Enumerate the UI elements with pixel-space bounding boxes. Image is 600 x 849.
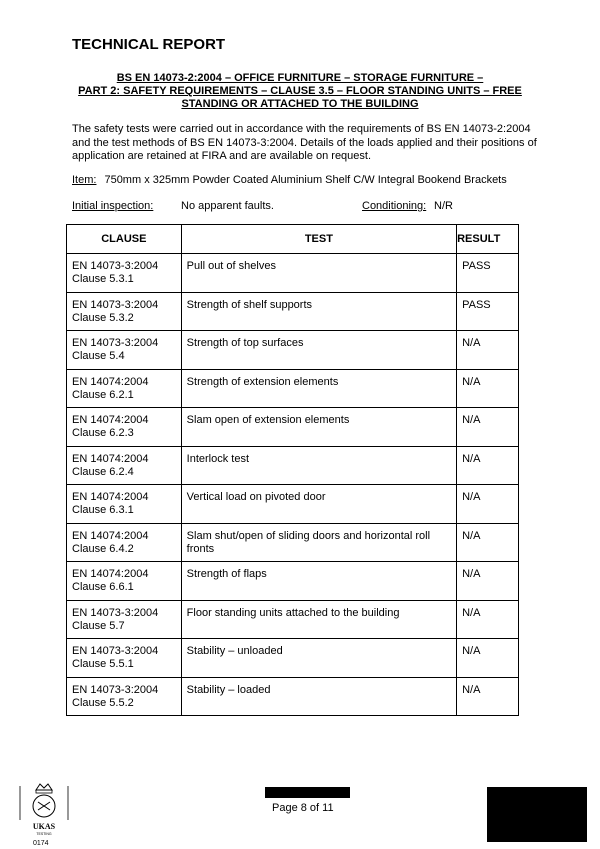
test-name: Strength of flaps	[186, 568, 267, 580]
result-cell	[457, 523, 519, 562]
test-name: Floor standing units attached to the building	[186, 606, 400, 619]
test-cell	[181, 639, 456, 678]
clause-number: Clause 5.5.2	[72, 696, 134, 709]
result-value: PASS	[462, 260, 491, 272]
table-row	[67, 254, 519, 293]
clause-cell	[67, 562, 182, 601]
page-number: Page 8 of 11	[272, 802, 334, 814]
clause-standard: EN 14074:2004	[72, 568, 149, 580]
header-test: TEST	[181, 225, 456, 254]
result-value: N/A	[462, 337, 481, 349]
clause-number: Clause 6.2.1	[72, 388, 134, 401]
table-row	[67, 331, 519, 370]
table-header-row	[67, 225, 519, 254]
initial-inspection-value: No apparent faults.	[181, 200, 274, 212]
table-row	[67, 677, 519, 716]
clause-cell	[67, 677, 182, 716]
result-value: PASS	[462, 298, 491, 311]
clause-cell	[67, 408, 182, 447]
ukas-logo-icon	[14, 776, 74, 846]
result-value: N/A	[462, 606, 481, 619]
logo-text: UKAS	[32, 822, 56, 831]
clause-number: Clause 6.2.4	[72, 465, 134, 478]
test-name: Strength of top surfaces	[186, 337, 304, 349]
test-name: Slam open of extension elements	[186, 414, 350, 426]
clause-cell	[67, 331, 182, 370]
test-name: Vertical load on pivoted door	[186, 491, 326, 503]
test-cell	[181, 292, 456, 331]
result-cell	[457, 639, 519, 678]
clause-cell	[67, 292, 182, 331]
test-name: Strength of shelf supports	[186, 298, 313, 311]
clause-number: Clause 5.4	[72, 350, 125, 362]
item-row	[72, 174, 507, 186]
test-cell	[181, 523, 456, 562]
intro-paragraph: The safety tests were carried out in accordance with the requirements of BS EN 14073-2:2004 and the test methods of BS EN 14073-3:2004. Details of the loads applied and their positions of application are retained at FIRA and are available on request.	[72, 123, 537, 162]
result-cell	[457, 600, 519, 639]
result-value: N/A	[462, 414, 481, 426]
clause-number: Clause 5.3.2	[72, 311, 134, 324]
test-cell	[181, 408, 456, 447]
test-name: Stability – loaded	[186, 683, 271, 696]
redaction-bar	[265, 787, 350, 798]
clause-cell	[67, 254, 182, 293]
result-cell	[457, 331, 519, 370]
result-cell	[457, 254, 519, 293]
conditioning-value: N/R	[434, 200, 453, 212]
test-name: Strength of extension elements	[186, 375, 339, 388]
clause-standard: EN 14073-3:2004	[72, 337, 159, 349]
section-heading	[66, 72, 534, 111]
result-value: N/A	[462, 491, 481, 503]
clause-cell	[67, 600, 182, 639]
clause-cell	[67, 485, 182, 524]
clause-number: Clause 5.7	[72, 619, 125, 632]
table-row	[67, 292, 519, 331]
clause-standard: EN 14073-3:2004	[72, 606, 159, 619]
clause-standard: EN 14074:2004	[72, 375, 149, 388]
clause-number: Clause 6.4.2	[72, 542, 134, 555]
clause-standard: EN 14073-3:2004	[72, 260, 159, 272]
table-row	[67, 369, 519, 408]
clause-cell	[67, 369, 182, 408]
clause-standard: EN 14073-3:2004	[72, 645, 159, 657]
test-cell	[181, 677, 456, 716]
result-cell	[457, 369, 519, 408]
table-row	[67, 408, 519, 447]
redaction-block	[487, 787, 587, 842]
clause-standard: EN 14073-3:2004	[72, 298, 159, 311]
result-value: N/A	[462, 452, 481, 465]
clause-standard: EN 14074:2004	[72, 414, 149, 426]
test-cell	[181, 446, 456, 485]
table-row	[67, 485, 519, 524]
clause-number: Clause 6.3.1	[72, 504, 134, 516]
header-result: RESULT	[457, 225, 519, 254]
heading-line-2: PART 2: SAFETY REQUIREMENTS – CLAUSE 3.5 – FLOOR STANDING UNITS – FREE	[78, 85, 522, 97]
item-label: Item:	[72, 174, 97, 186]
test-name: Interlock test	[186, 452, 250, 465]
test-name: Slam shut/open of sliding doors and horizontal roll fronts	[186, 529, 431, 555]
clause-standard: EN 14073-3:2004	[72, 683, 159, 696]
clause-number: Clause 5.5.1	[72, 658, 134, 670]
clause-standard: EN 14074:2004	[72, 491, 149, 503]
table-row	[67, 639, 519, 678]
item-value: 750mm x 325mm Powder Coated Aluminium Shelf C/W Integral Bookend Brackets	[104, 174, 507, 186]
test-name: Stability – unloaded	[186, 645, 283, 657]
clauses-table	[66, 224, 519, 716]
clause-number: Clause 6.2.3	[72, 427, 134, 439]
result-cell	[457, 408, 519, 447]
clause-number: Clause 6.6.1	[72, 581, 134, 593]
clause-cell	[67, 523, 182, 562]
test-cell	[181, 254, 456, 293]
table-row	[67, 446, 519, 485]
table-row	[67, 600, 519, 639]
clause-number: Clause 5.3.1	[72, 273, 134, 285]
heading-line-3: STANDING OR ATTACHED TO THE BUILDING	[181, 98, 419, 110]
clause-cell	[67, 639, 182, 678]
report-title: TECHNICAL REPORT	[72, 36, 226, 53]
result-cell	[457, 446, 519, 485]
result-cell	[457, 562, 519, 601]
result-value: N/A	[462, 529, 481, 542]
test-cell	[181, 485, 456, 524]
result-value: N/A	[462, 568, 481, 580]
logo-subtext: TESTING	[36, 832, 52, 836]
result-value: N/A	[462, 683, 481, 696]
header-clause: CLAUSE	[67, 225, 182, 254]
test-cell	[181, 562, 456, 601]
test-name: Pull out of shelves	[186, 260, 276, 272]
result-cell	[457, 485, 519, 524]
result-cell	[457, 292, 519, 331]
result-value: N/A	[462, 375, 481, 388]
test-cell	[181, 331, 456, 370]
clause-standard: EN 14074:2004	[72, 529, 149, 542]
table-row	[67, 523, 519, 562]
table-row	[67, 562, 519, 601]
heading-line-1: BS EN 14073-2:2004 – OFFICE FURNITURE – STORAGE FURNITURE –	[116, 72, 484, 84]
result-cell	[457, 677, 519, 716]
test-cell	[181, 600, 456, 639]
initial-inspection-label: Initial inspection:	[72, 200, 154, 212]
clause-standard: EN 14074:2004	[72, 452, 149, 465]
conditioning-label: Conditioning:	[362, 200, 427, 212]
clause-cell	[67, 446, 182, 485]
result-value: N/A	[462, 645, 481, 657]
logo-number: 0174	[33, 840, 49, 847]
test-cell	[181, 369, 456, 408]
